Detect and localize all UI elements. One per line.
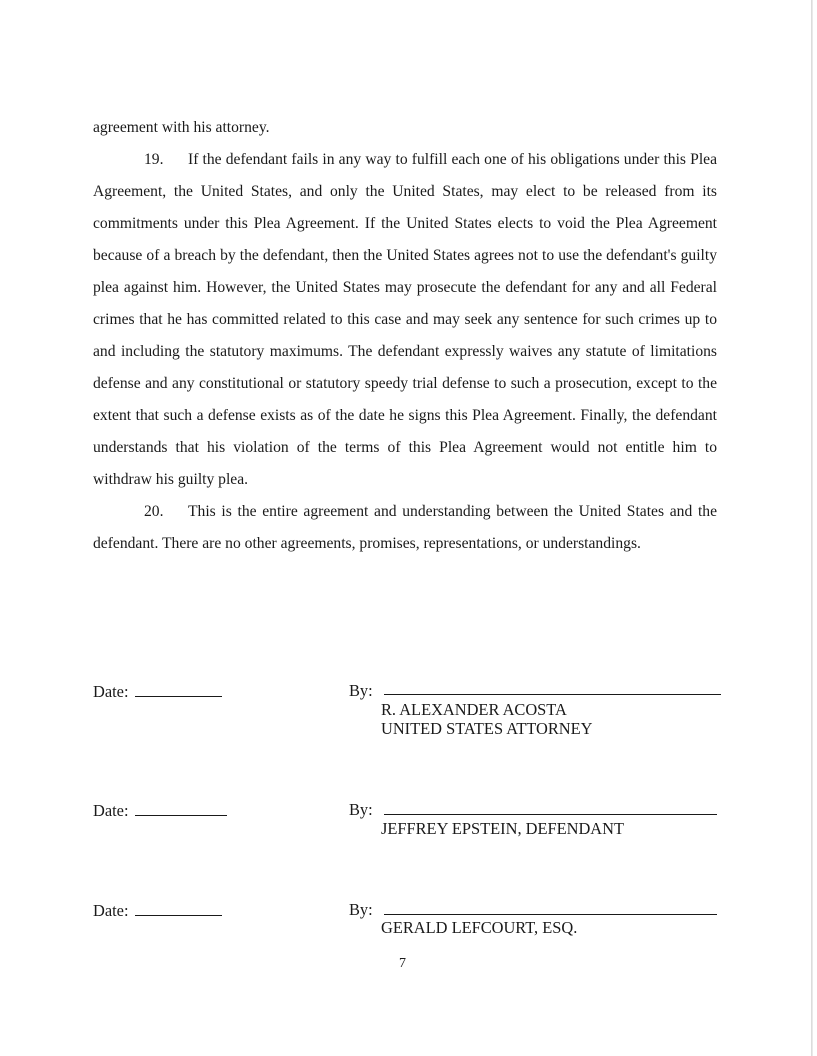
signature-line-1[interactable] — [384, 694, 721, 695]
date-field-3 — [93, 900, 222, 921]
date-field-2 — [93, 800, 227, 821]
signer-name: JEFFREY EPSTEIN, DEFENDANT — [381, 819, 624, 838]
date-blank-line[interactable] — [135, 900, 222, 916]
page-number: 7 — [399, 956, 406, 971]
page-edge-shadow — [811, 0, 813, 1056]
signature-line-3[interactable] — [384, 914, 717, 915]
paragraph-number: 19. — [144, 151, 164, 168]
paragraph-20 — [93, 496, 717, 560]
by-label-1: By: — [349, 681, 373, 700]
signer-block-epstein — [381, 819, 624, 838]
paragraph-text: This is the entire agreement and understanding between the United States and the defendant. There are no other agreements, promises, representations, or understandings. — [93, 503, 717, 552]
opening-fragment: agreement with his attorney. — [93, 119, 270, 136]
paragraph-text: If the defendant fails in any way to fulfill each one of his obligations under this Plea Agreement, the United States, and only the United States, may elect to be released from its commitments under this Plea Agreement. If the United States elects to void the Plea Agreement because of a breach by the defendant, then the United States agrees not to use the defendant's guilty plea against him. However, the United States may prosecute the defendant for any and all Federal crimes that he has committed related to this case and may seek any sentence for such crimes up to and including the statutory maximums. The defendant expressly waives any statute of limitations defense and any constitutional or statutory speedy trial defense to such a prosecution, except to the extent that such a defense exists as of the date he signs this Plea Agreement. Finally, the defendant understands that his violation of the terms of this Plea Agreement would not entitle him to withdraw his guilty plea. — [93, 151, 717, 488]
date-blank-line[interactable] — [135, 681, 222, 697]
signer-name: R. ALEXANDER ACOSTA — [381, 700, 567, 719]
signer-name: GERALD LEFCOURT, ESQ. — [381, 918, 578, 937]
date-label: Date: — [93, 801, 129, 820]
paragraph-19 — [93, 144, 717, 496]
body-text — [93, 112, 717, 560]
date-field-1 — [93, 681, 222, 702]
by-label-2: By: — [349, 800, 373, 819]
signer-block-acosta — [381, 700, 592, 738]
signature-line-2[interactable] — [384, 814, 717, 815]
date-label: Date: — [93, 682, 129, 701]
paragraph-number: 20. — [144, 503, 164, 520]
date-blank-line[interactable] — [135, 800, 227, 816]
by-label-3: By: — [349, 900, 373, 919]
signer-block-lefcourt — [381, 918, 577, 937]
signer-title: UNITED STATES ATTORNEY — [381, 719, 593, 738]
date-label: Date: — [93, 901, 129, 920]
